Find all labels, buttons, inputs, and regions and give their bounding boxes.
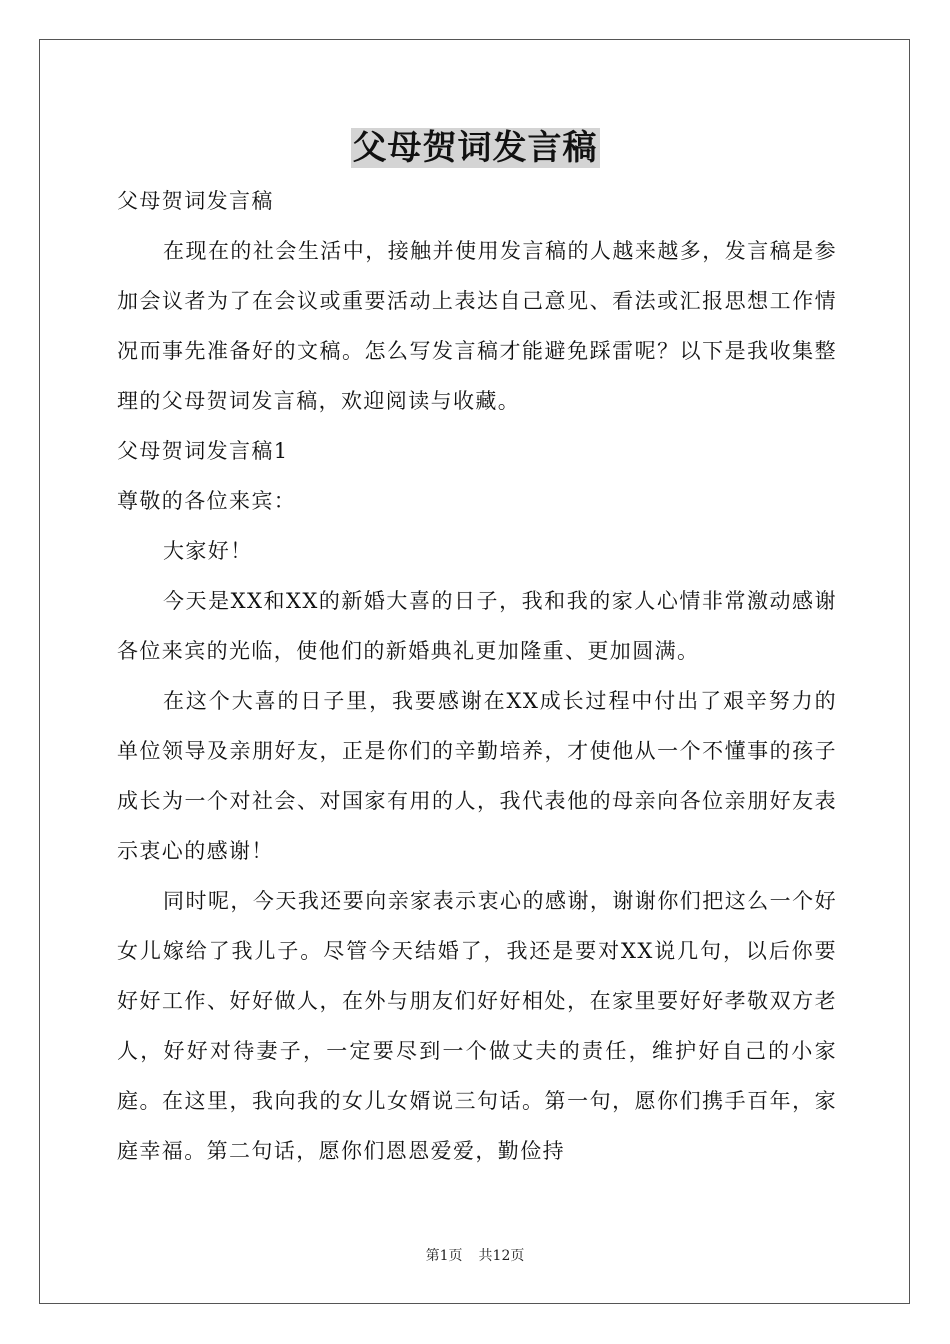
paragraph-body: 在这个大喜的日子里，我要感谢在XX成长过程中付出了艰辛努力的单位领导及亲朋好友，正是你们的辛勤培养，才使他从一个不懂事的孩子成长为一个对社会、对国家有用的人，我代表他的母亲向各位亲朋好友表示衷心的感谢！ xyxy=(117,689,837,863)
paragraph-salutation: 尊敬的各位来宾： xyxy=(117,489,297,513)
paragraph-greeting: 大家好！ xyxy=(163,539,253,563)
paragraph-section-heading: 父母贺词发言稿1 xyxy=(117,439,289,463)
document-body xyxy=(117,176,837,1176)
page-footer xyxy=(0,1246,950,1266)
paragraph-subtitle: 父母贺词发言稿 xyxy=(117,189,274,213)
paragraph-body: 今天是XX和XX的新婚大喜的日子，我和我的家人心情非常激动感谢各位来宾的光临，使他们的新婚典礼更加隆重、更加圆满。 xyxy=(117,589,837,663)
document-title-text: 父母贺词发言稿 xyxy=(352,128,598,168)
paragraph-body: 同时呢，今天我还要向亲家表示衷心的感谢，谢谢你们把这么一个好女儿嫁给了我儿子。尽管今天结婚了，我还是要对XX说几句，以后你要好好工作、好好做人，在外与朋友们好好相处，在家里要好好孝敬双方老人，好好对待妻子，一定要尽到一个做丈夫的责任，维护好自己的小家庭。在这里，我向我的女儿女婿说三句话。第一句，愿你们携手百年，家庭幸福。第二句话，愿你们恩恩爱爱，勤俭持 xyxy=(117,889,837,1163)
page-number-total: 共12页 xyxy=(478,1248,525,1264)
page-number-current: 第1页 xyxy=(425,1248,463,1264)
paragraph-intro: 在现在的社会生活中，接触并使用发言稿的人越来越多，发言稿是参加会议者为了在会议或重要活动上表达自己意见、看法或汇报思想工作情况而事先准备好的文稿。怎么写发言稿才能避免踩雷呢？以下是我收集整理的父母贺词发言稿，欢迎阅读与收藏。 xyxy=(117,239,837,413)
document-title xyxy=(0,126,950,170)
